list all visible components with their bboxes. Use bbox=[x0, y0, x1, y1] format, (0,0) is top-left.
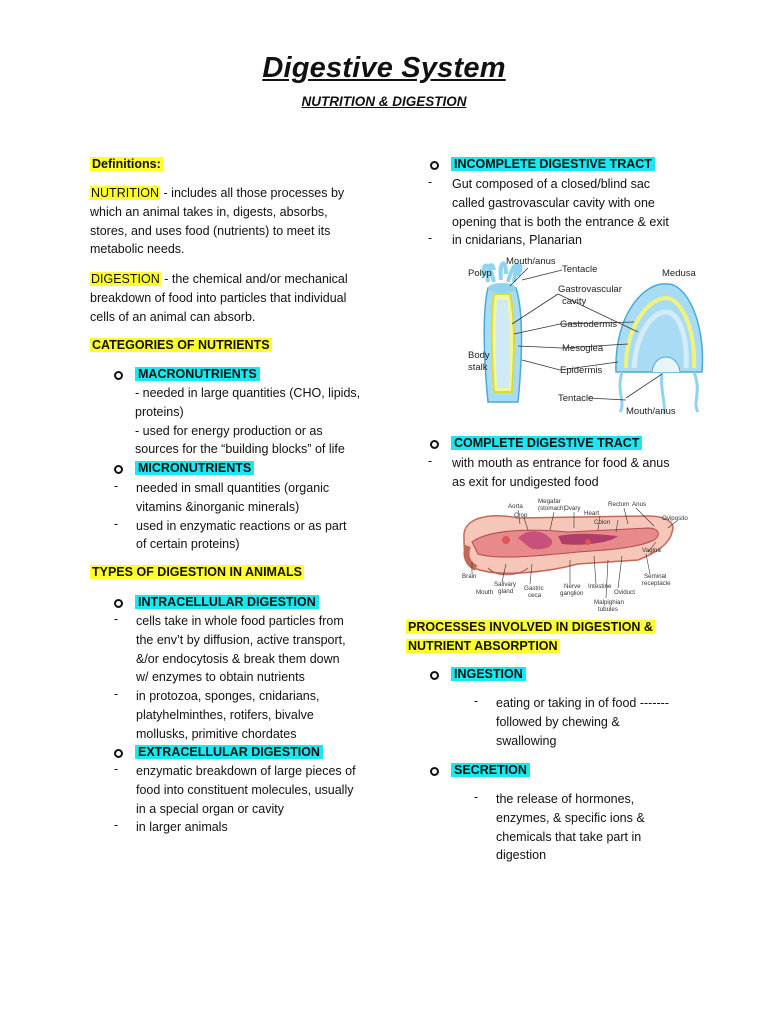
list-item: - Gut composed of a closed/blind sac called gastrovascular cavity with one opening that is both the entrance & exit bbox=[428, 175, 669, 229]
label-gastric: Gastric bbox=[524, 585, 544, 592]
list-item: - needed in small quantities (organic vitamins &inorganic minerals) bbox=[114, 479, 330, 514]
label-tentacle-top: Tentacle bbox=[562, 264, 598, 275]
label-mouth-anus-top: Mouth/anus bbox=[506, 256, 556, 267]
label-ceca: ceca bbox=[528, 592, 542, 599]
circle-bullet-icon bbox=[114, 371, 123, 380]
extracellular-list bbox=[114, 762, 356, 837]
label-mouth-anus-bottom: Mouth/anus bbox=[626, 406, 676, 417]
incomplete-tract-list bbox=[428, 175, 669, 250]
label-salivary: Salivary bbox=[494, 581, 517, 588]
label-stomach: (stomach) bbox=[538, 505, 566, 512]
label-seminal: Seminal bbox=[644, 573, 667, 580]
label-body: Body bbox=[468, 350, 490, 361]
processes-heading: PROCESSES INVOLVED IN DIGESTION & NUTRIENT ABSORPTION bbox=[408, 620, 653, 653]
list-item: - in cnidarians, Planarian bbox=[428, 231, 582, 248]
complete-tract-list bbox=[428, 454, 670, 492]
digestive-tract-diagram bbox=[458, 498, 698, 620]
label-mouth: Mouth bbox=[476, 589, 494, 596]
list-item: - cells take in whole food particles from the env’t by diffusion, active transport, &/or endocytosis & break them down w/ enzymes to obtain nutrients bbox=[114, 612, 346, 685]
label-ganglion: ganglion bbox=[560, 590, 584, 597]
tract-illustration bbox=[464, 516, 673, 575]
label-tubules: tubules bbox=[598, 606, 618, 613]
circle-bullet-icon bbox=[430, 440, 439, 449]
categories-heading: CATEGORIES OF NUTRIENTS bbox=[92, 338, 270, 352]
circle-bullet-icon bbox=[430, 767, 439, 776]
incomplete-tract-heading: INCOMPLETE DIGESTIVE TRACT bbox=[430, 155, 655, 174]
definitions-heading: Definitions: bbox=[92, 157, 161, 171]
list-item: - with mouth as entrance for food & anus as exit for undigested food bbox=[428, 454, 670, 489]
label-receptacle: receptacle bbox=[642, 580, 671, 587]
label-brain: Brain bbox=[462, 573, 477, 580]
label-gland: gland bbox=[498, 588, 514, 595]
secretion-heading: SECRETION bbox=[430, 761, 530, 780]
circle-bullet-icon bbox=[430, 161, 439, 170]
list-item: - eating or taking in of food ------- followed by chewing & swallowing bbox=[474, 694, 669, 748]
polyp-illustration bbox=[484, 263, 522, 402]
page-title: Digestive System bbox=[262, 52, 506, 84]
label-gastrovascular: Gastrovascular bbox=[558, 284, 622, 295]
label-medusa: Medusa bbox=[662, 268, 696, 279]
label-stalk: stalk bbox=[468, 362, 488, 373]
label-oviduct: Oviduct bbox=[614, 589, 635, 596]
ingestion-heading: INGESTION bbox=[430, 665, 526, 684]
label-ovary: Ovary bbox=[564, 505, 581, 512]
label-crop: Crop bbox=[514, 512, 528, 519]
label-colon: Colon bbox=[594, 519, 611, 526]
intracellular-heading: INTRACELLULAR DIGESTION bbox=[114, 593, 319, 612]
label-heart: Heart bbox=[584, 510, 600, 517]
label-nerve: Nerve bbox=[564, 583, 581, 590]
list-item: - enzymatic breakdown of large pieces of food into constituent molecules, usually in a special organ or cavity bbox=[114, 762, 356, 816]
secretion-description bbox=[474, 790, 645, 865]
label-polyp: Polyp bbox=[468, 268, 492, 279]
label-rectum: Rectum bbox=[608, 501, 630, 508]
list-item: - in larger animals bbox=[114, 818, 228, 835]
circle-bullet-icon bbox=[430, 671, 439, 680]
label-epidermis: Epidermis bbox=[560, 365, 603, 376]
label-mesoglea: Mesoglea bbox=[562, 343, 604, 354]
circle-bullet-icon bbox=[114, 749, 123, 758]
label-gastrodermis: Gastrodermis bbox=[560, 319, 618, 330]
nutrition-definition: NUTRITION - includes all those processes by which an animal takes in, digests, absorbs, stores, and uses food (nutrients) to meet its metabolic needs. bbox=[90, 186, 345, 257]
list-item: - in protozoa, sponges, cnidarians, platyhelminthes, rotifers, bivalve mollusks, primitive chordates bbox=[114, 687, 320, 741]
label-megafar: Megafar bbox=[538, 498, 561, 505]
label-aorta: Aorta bbox=[508, 503, 523, 510]
complete-tract-heading: COMPLETE DIGESTIVE TRACT bbox=[430, 434, 642, 453]
label-anus: Anus bbox=[632, 501, 647, 508]
label-tentacle-bottom: Tentacle bbox=[558, 393, 594, 404]
cnidarian-diagram bbox=[466, 252, 706, 422]
micronutrients-list bbox=[114, 479, 347, 554]
list-item: - the release of hormones, enzymes, & specific ions & chemicals that take part in digestion bbox=[474, 790, 645, 863]
label-malpighian: Malpighian bbox=[594, 599, 624, 606]
micronutrients-heading: MICRONUTRIENTS bbox=[114, 459, 254, 478]
macronutrients-description: - needed in large quantities (CHO, lipids, proteins) - used for energy production or as sources for the “building blocks” of life bbox=[135, 386, 361, 457]
circle-bullet-icon bbox=[114, 465, 123, 474]
medusa-illustration bbox=[616, 284, 703, 414]
digestion-definition: DIGESTION - the chemical and/or mechanical breakdown of food into particles that individual cells of an animal can absorb. bbox=[90, 272, 348, 324]
label-intestine: Intestine bbox=[588, 583, 612, 590]
types-heading: TYPES OF DIGESTION IN ANIMALS bbox=[92, 565, 302, 579]
circle-bullet-icon bbox=[114, 599, 123, 608]
label-cavity: cavity bbox=[562, 296, 587, 307]
intracellular-list bbox=[114, 612, 346, 744]
label-vagina: Vagina bbox=[642, 547, 661, 554]
nutrition-term: NUTRITION bbox=[91, 186, 160, 200]
digestion-term: DIGESTION bbox=[91, 272, 160, 286]
extracellular-heading: EXTRACELLULAR DIGESTION bbox=[114, 743, 323, 762]
ingestion-description bbox=[474, 694, 669, 750]
macronutrients-heading: MACRONUTRIENTS bbox=[114, 365, 260, 384]
page-subtitle: NUTRITION & DIGESTION bbox=[301, 94, 467, 109]
label-oviposito: Oviposito bbox=[662, 515, 688, 522]
list-item: - used in enzymatic reactions or as part of certain proteins) bbox=[114, 516, 347, 552]
